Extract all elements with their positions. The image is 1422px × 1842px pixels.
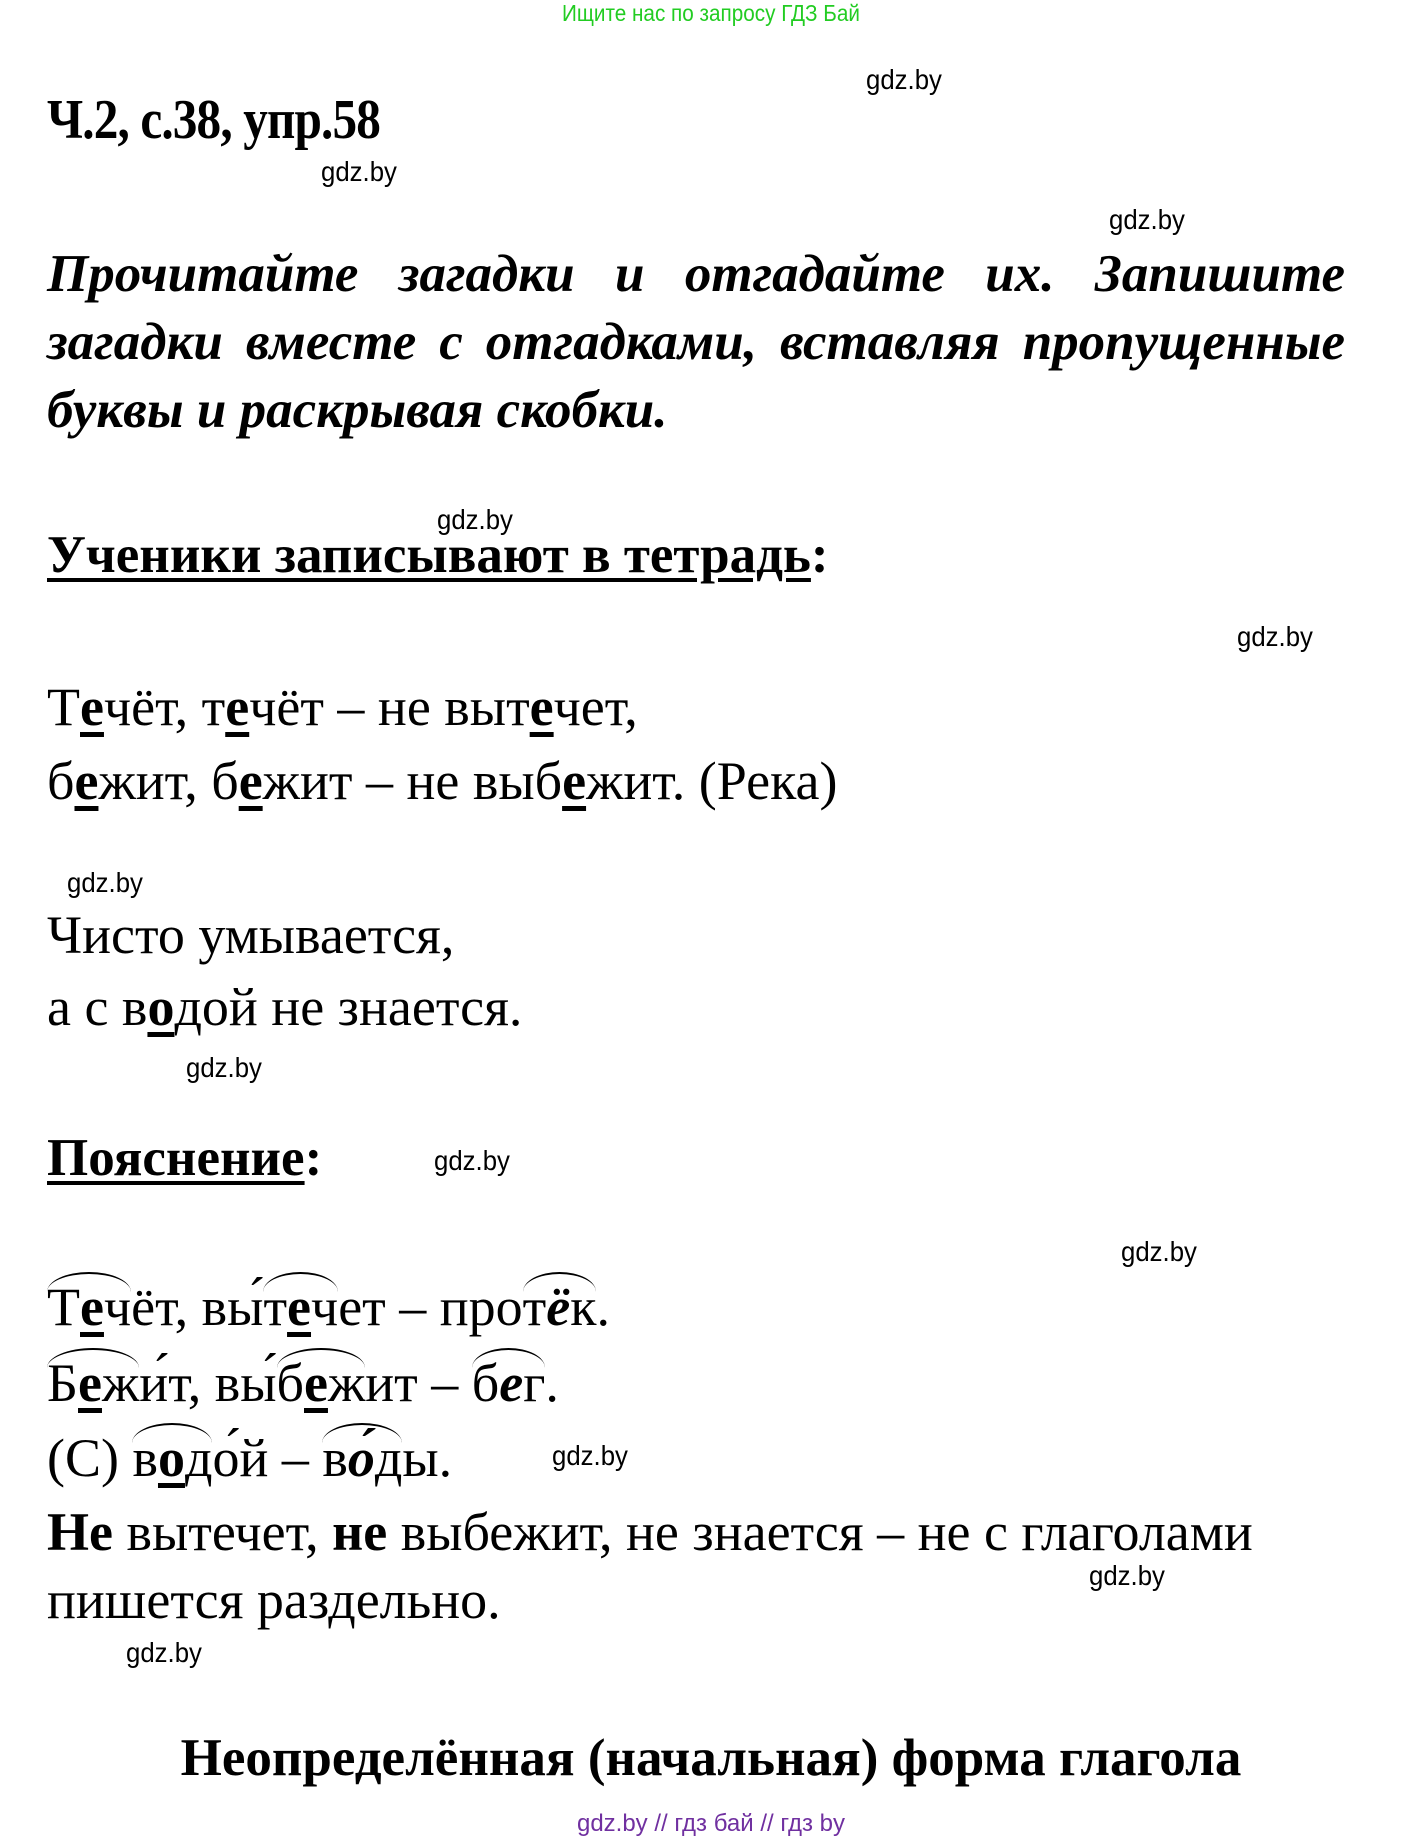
colon: : <box>304 1129 323 1187</box>
text-segment: а с в <box>47 977 148 1037</box>
text-segment: вытечет, <box>112 1502 333 1562</box>
watermark: gdz.by <box>186 1052 262 1083</box>
text-segment: . <box>596 1277 610 1337</box>
text-segment: ет – про <box>338 1277 523 1337</box>
footer-watermark: gdz.by // гдз бай // гдз by <box>576 1810 846 1837</box>
watermark: gdz.by <box>866 64 942 95</box>
text-segment: Чисто умывается, <box>47 905 455 965</box>
watermark: gdz.by <box>1109 204 1185 235</box>
watermark: gdz.by <box>67 867 143 898</box>
riddle-line <box>47 904 454 966</box>
text-segment: в <box>132 1428 158 1488</box>
riddle-line <box>47 976 522 1038</box>
emphasized-text: е <box>499 1353 524 1413</box>
morpheme-root-arc <box>472 1352 546 1414</box>
text-segment: в <box>322 1428 348 1488</box>
text-segment: ч <box>311 1277 339 1337</box>
text-segment: ы. <box>402 1428 453 1488</box>
watermark: gdz.by <box>434 1145 510 1176</box>
text-segment: б <box>47 751 75 811</box>
watermark: gdz.by <box>1089 1560 1165 1591</box>
text-segment: чёт – не выт <box>249 677 530 737</box>
underlined-letter: е <box>562 751 587 811</box>
morpheme-root-arc <box>523 1276 597 1338</box>
morpheme-root-arc <box>47 1276 131 1338</box>
emphasized-text: ё <box>546 1277 571 1337</box>
watermark: gdz.by <box>437 504 513 535</box>
task-text: Прочитайте загадки и отгадайте их. Запишите загадки вместе с отгадками, вставляя пропущенные буквы и раскрывая скобки. <box>47 245 1345 439</box>
page-title: Ч.2, с.38, упр.58 <box>47 89 380 151</box>
underlined-letter: е <box>225 677 250 737</box>
morpheme-root-arc <box>132 1427 212 1489</box>
underlined-letter: е <box>74 751 99 811</box>
text-segment: выбежит, не знается – не с глаголами <box>387 1502 1253 1562</box>
morpheme-root-arc <box>263 1276 338 1338</box>
explanation-heading-text: Пояснение <box>47 1129 305 1187</box>
text-segment: ж <box>327 1353 366 1413</box>
text-segment: ёт, вы́ <box>131 1277 264 1337</box>
text-segment: и́т, вы́ <box>139 1353 277 1413</box>
explanation-line <box>47 1501 1253 1563</box>
top-banner: Ищите нас по запросу ГДЗ Бай <box>562 0 860 26</box>
underlined-letter: е <box>78 1353 102 1413</box>
text-segment: Б <box>47 1353 79 1413</box>
students-heading-text: Ученики записывают в тетрадь <box>47 526 811 584</box>
explanation-line <box>47 1427 452 1489</box>
emphasized-text: о́ <box>347 1428 375 1488</box>
watermark: gdz.by <box>321 156 397 187</box>
final-heading: Неопределённая (начальная) форма глагола <box>180 1729 1242 1787</box>
text-segment: жит – не выб <box>262 751 563 811</box>
text-segment: ит – <box>365 1353 472 1413</box>
underlined-letter: е <box>304 1353 328 1413</box>
text-segment: Т <box>47 677 80 737</box>
text-segment: чет, <box>553 677 638 737</box>
underlined-letter: о <box>147 977 175 1037</box>
underlined-letter: е <box>529 677 554 737</box>
underlined-letter: е <box>287 1277 312 1337</box>
underlined-letter: о <box>157 1428 185 1488</box>
watermark: gdz.by <box>1237 621 1313 652</box>
text-segment: ч <box>103 1277 132 1337</box>
morpheme-root-arc <box>322 1427 402 1489</box>
text-segment: жит. (Река) <box>586 751 838 811</box>
text-segment: дой не знается. <box>174 977 523 1037</box>
watermark: gdz.by <box>126 1637 202 1668</box>
emphasized-text: Не <box>47 1502 113 1562</box>
text-segment: т <box>263 1277 288 1337</box>
underlined-letter: е <box>80 1277 104 1337</box>
text-segment: пишется раздельно. <box>47 1570 501 1630</box>
text-segment: г <box>523 1353 546 1413</box>
text-segment: т <box>522 1277 547 1337</box>
text-segment: д <box>374 1428 403 1488</box>
text-segment: . <box>545 1353 559 1413</box>
watermark: gdz.by <box>1121 1236 1197 1267</box>
riddle-line <box>47 750 837 812</box>
text-segment: Т <box>47 1277 80 1337</box>
morpheme-root-arc <box>277 1352 366 1414</box>
text-segment: к <box>570 1277 597 1337</box>
riddle-line <box>47 676 638 738</box>
explanation-heading <box>47 1128 322 1188</box>
text-segment: о́й – <box>212 1428 323 1488</box>
text-segment: б <box>276 1353 304 1413</box>
emphasized-text: не <box>332 1502 388 1562</box>
explanation-line <box>47 1276 610 1338</box>
underlined-letter: е <box>80 677 104 737</box>
text-segment: ж <box>101 1353 140 1413</box>
colon: : <box>810 526 829 584</box>
text-segment: чёт, т <box>103 677 226 737</box>
watermark: gdz.by <box>552 1440 628 1471</box>
underlined-letter: е <box>238 751 263 811</box>
text-segment: б <box>471 1353 500 1413</box>
text-segment: (С) <box>47 1428 133 1488</box>
explanation-line <box>47 1352 559 1414</box>
text-segment: жит, б <box>98 751 239 811</box>
morpheme-root-arc <box>47 1352 139 1414</box>
text-segment: д <box>184 1428 213 1488</box>
explanation-line <box>47 1569 501 1631</box>
